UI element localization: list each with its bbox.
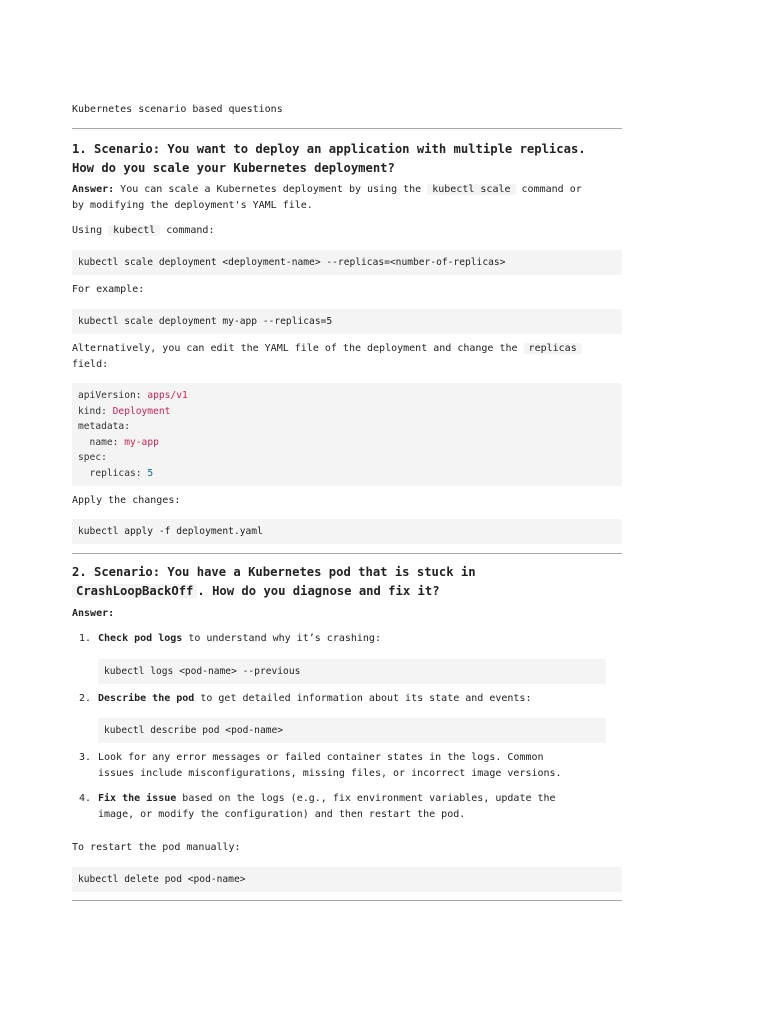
- question-2-heading-line-1: 2. Scenario: You have a Kubernetes pod that is stuck in: [72, 565, 476, 579]
- yaml-key: kind:: [78, 405, 113, 417]
- code-block-scale-command: kubectl scale deployment <deployment-name> --replicas=<number-of-replicas>: [72, 250, 622, 275]
- yaml-key: replicas:: [78, 467, 148, 479]
- code-block-delete-pod: kubectl delete pod <pod-name>: [72, 867, 622, 892]
- code-block-describe: kubectl describe pod <pod-name>: [98, 718, 606, 743]
- question-1-answer: [72, 182, 622, 213]
- list-number: 1.: [78, 633, 91, 644]
- restart-pod-text: To restart the pod manually:: [72, 842, 241, 853]
- answer-text: command or: [515, 184, 582, 195]
- answer-label: Answer:: [72, 184, 115, 195]
- list-item: [72, 750, 622, 781]
- yaml-value: my-app: [124, 436, 159, 448]
- yaml-key: apiVersion:: [78, 390, 148, 401]
- code-block-logs: kubectl logs <pod-name> --previous: [98, 659, 606, 684]
- question-2-answer-label: [72, 606, 622, 622]
- document-title: Kubernetes scenario based questions: [72, 104, 283, 115]
- list-item: [72, 791, 622, 822]
- yaml-value: Deployment: [112, 405, 171, 417]
- list-item-text: Look for any error messages or failed container states in the logs. Common: [98, 752, 544, 763]
- yaml-key: name:: [78, 436, 125, 448]
- question-2-heading-line-2: . How do you diagnose and fix it?: [197, 584, 440, 598]
- inline-code: replicas: [524, 343, 582, 354]
- yaml-number: 5: [147, 467, 154, 479]
- yaml-value: apps/v1: [147, 390, 188, 401]
- question-1-heading-line-1: 1. Scenario: You want to deploy an application with multiple replicas.: [72, 142, 586, 156]
- code-block-yaml: [72, 383, 622, 486]
- divider: [72, 900, 622, 901]
- list-item-bold: Check pod logs: [98, 633, 183, 644]
- yaml-key: metadata:: [78, 421, 130, 432]
- answer-text-line-2: by modifying the deployment's YAML file.: [72, 199, 313, 211]
- text: Alternatively, you can edit the YAML file of the deployment and change the: [72, 343, 524, 354]
- question-1-heading-line-2: How do you scale your Kubernetes deployment?: [72, 161, 395, 175]
- list-item-bold: Describe the pod: [98, 693, 195, 704]
- inline-code: CrashLoopBackOff: [72, 584, 197, 598]
- yaml-key: spec:: [78, 452, 107, 463]
- list-item-text: based on the logs (e.g., fix environment variables, update the: [176, 793, 556, 804]
- code-block-scale-example: kubectl scale deployment my-app --replicas=5: [72, 309, 622, 334]
- inline-code: kubectl: [108, 225, 160, 236]
- list-item-bold: Fix the issue: [98, 793, 177, 804]
- list-item-text-line-2: image, or modify the configuration) and then restart the pod.: [98, 808, 466, 820]
- list-number: 4.: [78, 793, 91, 804]
- list-item-text-line-2: issues include misconfigurations, missing files, or incorrect image versions.: [98, 767, 562, 779]
- answer-label: Answer:: [72, 608, 115, 619]
- answer-text: You can scale a Kubernetes deployment by using the: [114, 184, 428, 195]
- divider: [72, 128, 622, 129]
- divider: [72, 553, 622, 554]
- using-kubectl-text: [72, 223, 622, 239]
- for-example-text: For example:: [72, 284, 145, 295]
- code-block-apply: kubectl apply -f deployment.yaml: [72, 519, 622, 544]
- inline-code: kubectl scale: [427, 184, 515, 195]
- text: Using: [72, 225, 109, 236]
- alternatively-text: [72, 341, 622, 372]
- question-1-heading: [72, 140, 622, 178]
- list-number: 2.: [78, 693, 91, 704]
- list-item-text: to understand why it’s crashing:: [182, 633, 381, 644]
- text: command:: [160, 225, 215, 236]
- list-item-text: to get detailed information about its state and events:: [194, 693, 532, 704]
- list-number: 3.: [78, 752, 91, 763]
- text-line-2: field:: [72, 358, 109, 370]
- question-2-heading: [72, 563, 622, 601]
- apply-changes-text: Apply the changes:: [72, 495, 181, 506]
